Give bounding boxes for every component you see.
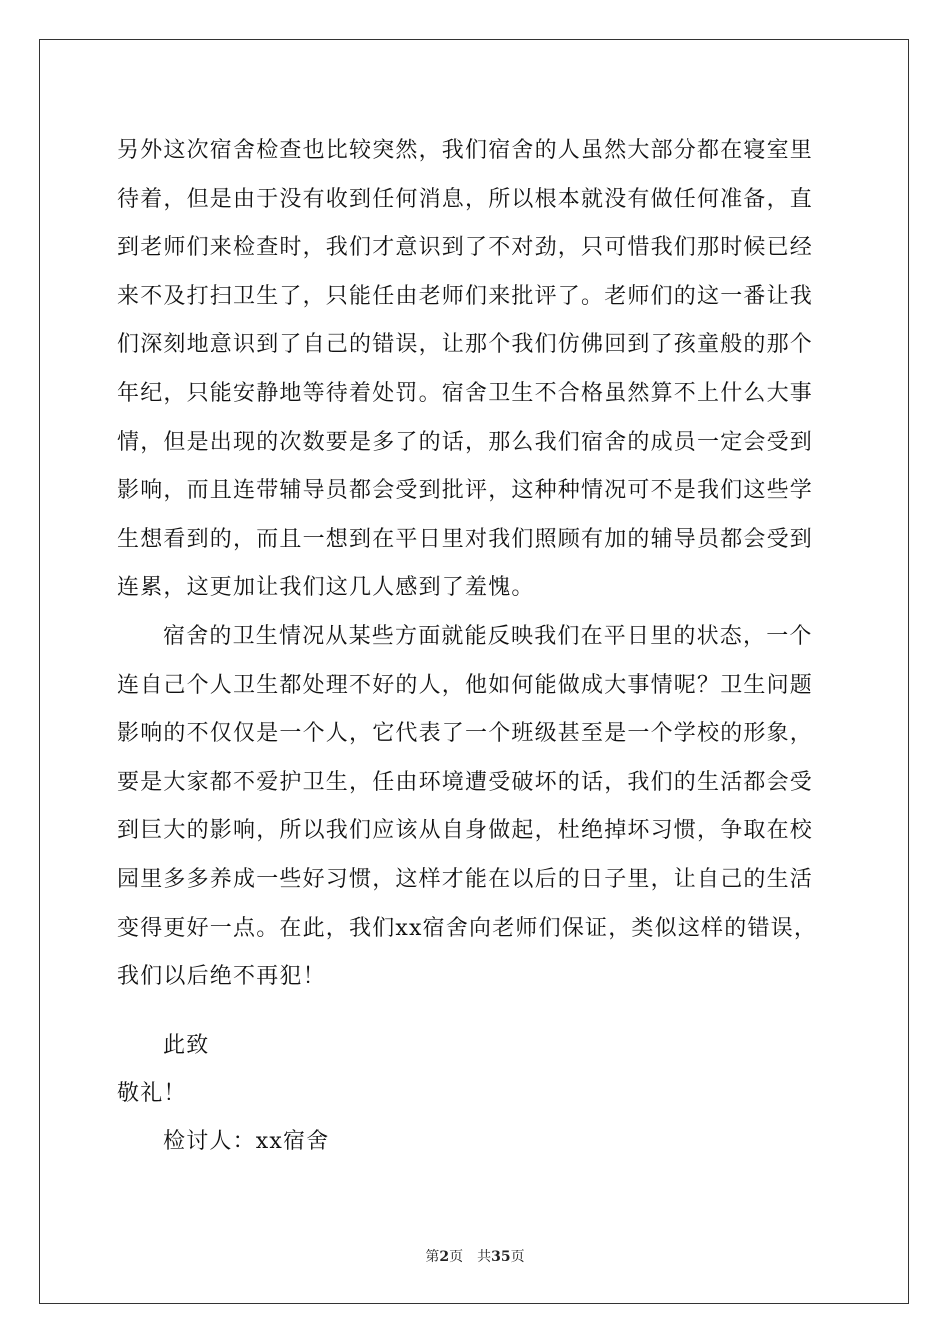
page-prefix: 第	[425, 1249, 440, 1265]
paragraph-2-line: 我们以后绝不再犯！	[117, 964, 326, 990]
paragraph-1-line: 情，但是出现的次数要是多了的话，那么我们宿舍的成员一定会受到	[117, 429, 814, 455]
salutation: 此致	[163, 1033, 210, 1058]
paragraph-1-line: 年纪，只能安静地等待着处罚。宿舍卫生不合格虽然算不上什么大事	[117, 380, 814, 406]
letter-closing	[117, 1022, 843, 1166]
paragraph-1-line: 生想看到的，而且一想到在平日里对我们照顾有加的辅导员都会受到	[117, 526, 814, 552]
page-suffix: 页	[449, 1249, 464, 1265]
paragraph-1-line: 连累，这更加让我们这几人感到了羞愧。	[117, 575, 535, 601]
paragraph-2-line: 变得更好一点。在此，我们xx宿舍向老师们保证，类似这样的错误，	[117, 915, 818, 941]
paragraph-2-line: 园里多多养成一些好习惯，这样才能在以后的日子里，让自己的生活	[117, 866, 814, 892]
paragraph-2-line: 要是大家都不爱护卫生，任由环境遭受破坏的话，我们的生活都会受	[117, 769, 814, 795]
paragraph-2-line: 影响的不仅仅是一个人，它代表了一个班级甚至是一个学校的形象，	[117, 721, 814, 747]
page-footer	[0, 1246, 950, 1266]
total-prefix: 共	[477, 1249, 492, 1265]
paragraph-1-line: 待着，但是由于没有收到任何消息，所以根本就没有做任何准备，直	[117, 186, 814, 212]
total-suffix: 页	[510, 1249, 525, 1265]
regards: 敬礼！	[117, 1081, 187, 1106]
paragraph-1-line: 影响，而且连带辅导员都会受到批评，这种种情况可不是我们这些学	[117, 478, 814, 504]
paragraph-1-line: 到老师们来检查时，我们才意识到了不对劲，只可惜我们那时候已经	[117, 235, 814, 261]
signature: 检讨人：xx宿舍	[163, 1129, 330, 1154]
page-number: 2	[439, 1249, 450, 1265]
paragraph-2-line: 连自己个人卫生都处理不好的人，他如何能做成大事情呢？卫生问题	[117, 672, 814, 698]
paragraph-1-line: 来不及打扫卫生了，只能任由老师们来批评了。老师们的这一番让我	[117, 283, 814, 309]
paragraph-2-line: 宿舍的卫生情况从某些方面就能反映我们在平日里的状态，一个	[163, 623, 813, 649]
paragraph-2-line: 到巨大的影响，所以我们应该从自身做起，杜绝掉坏习惯，争取在校	[117, 818, 814, 844]
paragraph-1-line: 另外这次宿舍检查也比较突然，我们宿舍的人虽然大部分都在寝室里	[117, 138, 814, 163]
document-body	[117, 127, 843, 1002]
paragraph-1-line: 们深刻地意识到了自己的错误，让那个我们仿佛回到了孩童般的那个	[117, 332, 814, 358]
total-pages: 35	[491, 1249, 511, 1265]
